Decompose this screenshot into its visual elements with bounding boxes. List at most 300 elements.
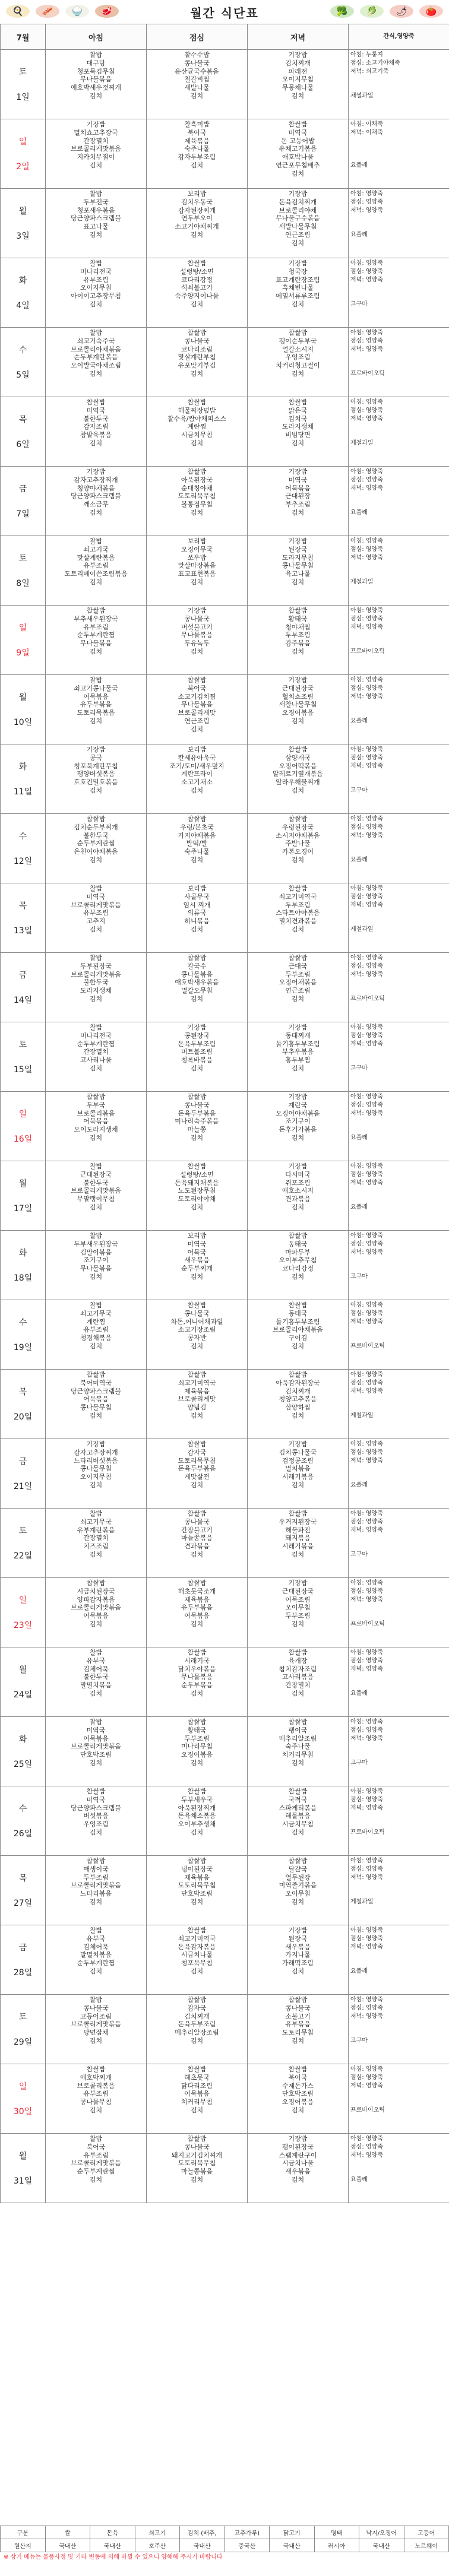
snack-item: [350, 917, 449, 926]
menu-item: 김치: [89, 230, 103, 239]
menu-item: 도라지생채: [282, 423, 314, 431]
menu-item: 콩나물볶음: [181, 970, 213, 978]
day-label: 9일: [16, 648, 30, 658]
snack-item: [350, 362, 449, 370]
menu-item: 가지야채볶음: [178, 831, 216, 839]
menu-item: 근대된장국: [80, 1170, 112, 1178]
snack-item: 제철과일: [350, 439, 374, 446]
menu-item: 찰밥: [89, 885, 103, 892]
menu-item: 지카치무절이: [77, 153, 115, 161]
menu-item: 찹쌀밥: [187, 1857, 207, 1865]
menu-item: 감자두부조림: [178, 153, 216, 161]
menu-item: 제육볶음: [184, 137, 210, 145]
day-label: 13일: [13, 926, 33, 936]
snack-item: 저녁: 영양죽: [350, 623, 383, 630]
menu-item: 오이발국야채조림: [70, 362, 121, 370]
food-icons-left: [6, 5, 119, 18]
snack-item: [350, 431, 449, 439]
menu-table: [0, 24, 449, 2203]
menu-item: 부추조림: [285, 500, 311, 509]
menu-item: 고사리나물: [80, 1056, 112, 1064]
menu-item: 미역국: [288, 128, 308, 137]
snack-item: [350, 1056, 449, 1064]
menu-item: 김치: [291, 1758, 305, 1767]
menu-item: 김치: [291, 994, 305, 1003]
menu-item: 유두부볶음: [80, 701, 112, 709]
snack-cell: [349, 1717, 449, 1786]
menu-item: 청야채찜: [285, 623, 311, 631]
day-row: [1, 1370, 449, 1439]
menu-item: 김치: [89, 647, 103, 655]
weekday-label: 토: [18, 68, 27, 77]
menu-item: 찰수육/쌈야채피소스: [167, 414, 227, 423]
menu-item: 돈육채소볶음: [178, 1812, 216, 1820]
menu-item: 브로콜리게맛볶음: [70, 1604, 121, 1612]
snack-item: [350, 1604, 449, 1612]
snack-item: 아침: 영양죽: [350, 1649, 383, 1656]
menu-item: 감자된장찌개: [178, 206, 216, 214]
snack-item: 아침: 영양죽: [350, 1858, 383, 1864]
menu-item: 김치찌개: [184, 2012, 210, 2020]
snack-item: [350, 1256, 449, 1265]
menu-item: 김치: [190, 725, 204, 733]
menu-item: 김치: [190, 1758, 204, 1767]
origin-cell: 고추가루): [224, 2526, 270, 2539]
snack-item: [350, 1395, 449, 1403]
menu-item: 김치: [89, 1620, 103, 1628]
menu-item: 찹쌀밥: [86, 1093, 106, 1101]
menu-item: 김치: [190, 1967, 204, 1975]
day-label: 14일: [13, 996, 33, 1005]
menu-item: 고추지: [86, 917, 106, 926]
snack-item: [350, 1187, 449, 1195]
menu-item: 찹쌀밥: [187, 1996, 207, 2004]
menu-item: 두부조림: [285, 901, 311, 909]
menu-item: 찰밥: [89, 954, 103, 962]
menu-item: 김치: [291, 1620, 305, 1628]
dinner-cell: [248, 883, 349, 953]
snack-item: 점심: 영양죽: [350, 1935, 383, 1942]
menu-item: 찹쌀밥: [288, 1510, 308, 1517]
breakfast-cell: [46, 1578, 147, 1647]
menu-item: 김말이볶음: [80, 1248, 112, 1256]
weekday-label: 일: [18, 1110, 27, 1119]
weekday-label: 수: [18, 346, 27, 355]
menu-item: 히니볶음: [184, 917, 210, 926]
menu-item: 어묵조림: [285, 1595, 311, 1604]
dinner-cell: [248, 744, 349, 814]
snack-item: 요플레: [350, 1134, 368, 1141]
menu-item: 시금치나물: [282, 2159, 314, 2168]
menu-item: 콩나물국: [184, 1101, 210, 1109]
breakfast-cell: [46, 536, 147, 606]
menu-item: 당면잡채: [83, 2029, 109, 2037]
menu-item: 깨소금무: [83, 500, 109, 509]
menu-item: 김치: [190, 508, 204, 517]
menu-item: 단호박조림: [282, 2090, 314, 2098]
menu-item: 김치: [190, 2036, 204, 2045]
snack-item: 제철과일: [350, 926, 374, 933]
origin-cell: 돈육: [90, 2526, 135, 2539]
menu-item: 알라우해물찌개: [276, 778, 320, 787]
menu-item: 김치: [89, 91, 103, 100]
menu-item: 표고표현볶음: [178, 570, 216, 578]
menu-item: 다시마국: [285, 1170, 311, 1178]
menu-item: 유채고기볶음: [279, 145, 317, 153]
menu-item: 찰밥: [89, 1162, 103, 1170]
menu-item: 멸치견과볶음: [279, 917, 317, 926]
day-row: [1, 1925, 449, 1995]
snack-item: 고구마: [350, 787, 368, 794]
menu-item: 브로콜리야채: [279, 206, 317, 214]
menu-item: 김치: [190, 439, 204, 447]
menu-item: 연두부오이: [181, 214, 213, 223]
menu-item: 소고기김치찜: [178, 692, 216, 701]
snack-item: 제철과일: [350, 578, 374, 585]
menu-item: 메추리알장조림: [175, 2029, 219, 2037]
menu-item: 김치: [190, 1550, 204, 1558]
snack-item: 아침: 누룽지: [350, 52, 383, 58]
menu-item: 황태국: [187, 1726, 207, 1734]
snack-cell: [349, 328, 449, 397]
menu-item: 김치: [89, 2175, 103, 2184]
menu-item: 김치: [190, 230, 204, 239]
menu-item: 육고나물: [285, 570, 311, 578]
menu-item: 김치: [291, 439, 305, 447]
menu-item: 찰밥: [89, 1301, 103, 1309]
day-label: 1일: [16, 93, 30, 102]
menu-item: 우엉조림: [285, 353, 311, 362]
menu-item: 김치: [89, 1897, 103, 1906]
snack-cell: [349, 744, 449, 814]
origin-cell: 국내산: [90, 2539, 135, 2552]
snack-item: [350, 1951, 449, 1959]
snack-item: 저녁: 영양죽: [350, 762, 383, 769]
lunch-cell: [147, 1647, 248, 1717]
menu-item: 김치: [89, 1758, 103, 1767]
menu-item: 애호소시지: [282, 1187, 314, 1195]
menu-item: 기장밥: [288, 190, 308, 198]
menu-item: 찰밥: [89, 537, 103, 545]
lunch-cell: [147, 1231, 248, 1300]
menu-item: 청포묵계란무침: [74, 762, 118, 770]
lunch-cell: [147, 1925, 248, 1995]
origin-cell: 중국산: [224, 2539, 270, 2552]
snack-item: 아침: 영양죽: [350, 955, 383, 961]
date-cell: [1, 1022, 46, 1092]
snack-item: 저녁: 영양죽: [350, 971, 383, 978]
menu-item: 김치: [89, 925, 103, 933]
menu-item: 두부새우된장국: [74, 1240, 118, 1248]
snack-item: 점심: 영양죽: [350, 1449, 383, 1456]
menu-item: 김치우동국: [181, 198, 213, 206]
rice-icon: 🍚: [65, 5, 89, 18]
lunch-cell: [147, 1370, 248, 1439]
menu-item: 미트볼조림: [181, 1048, 213, 1056]
snack-item: 점심: 영양죽: [350, 615, 383, 622]
menu-item: 국적국: [288, 1795, 308, 1804]
menu-item: 간장멸치: [83, 1534, 109, 1542]
menu-item: 임시 찌개: [183, 901, 211, 909]
menu-item: 콩자반: [187, 1334, 207, 1342]
date-cell: [1, 1717, 46, 1786]
day-row: [1, 189, 449, 258]
menu-item: 도토리묵볶음: [77, 709, 115, 717]
weekday-label: 일: [18, 1596, 27, 1605]
menu-item: 무나물볶음: [181, 1673, 213, 1681]
snack-item: 프로바이오틱: [350, 1342, 385, 1349]
menu-item: 김치: [190, 1620, 204, 1628]
menu-item: 참발육볶음: [80, 431, 112, 439]
weekday-label: 목: [18, 415, 27, 424]
menu-item: 근대된장국: [282, 1587, 314, 1595]
dinner-cell: [248, 1439, 349, 1509]
menu-item: 돌기홍두부조림: [276, 1317, 320, 1326]
snack-item: 프로바이오틱: [350, 1620, 385, 1627]
menu-item: 계란찜: [86, 1317, 106, 1326]
menu-item: 쇠고기국: [83, 545, 109, 553]
snack-item: 프로바이오틱: [350, 648, 385, 655]
snack-item: [350, 778, 449, 787]
menu-item: 도토리무침: [282, 2029, 314, 2037]
menu-item: 시래기볶음: [282, 1473, 314, 1481]
date-cell: [1, 1231, 46, 1300]
menu-item: 간장불고기: [181, 1526, 213, 1534]
menu-item: 찹쌀밥: [187, 259, 207, 267]
dinner-cell: [248, 2134, 349, 2203]
snack-item: 프로바이오틱: [350, 370, 385, 377]
menu-item: 돈육두부조림: [178, 1040, 216, 1048]
weekday-label: 목: [18, 1387, 27, 1397]
snack-item: 아침: 영양죽: [350, 1997, 383, 2003]
menu-item: 찰밥: [89, 1718, 103, 1726]
snack-item: 아침: 영양죽: [350, 1719, 383, 1725]
menu-item: 당근양파스크램블: [70, 1804, 121, 1812]
menu-item: 견과볶음: [184, 1542, 210, 1551]
snack-item: 아침: 영양죽: [350, 1302, 383, 1308]
menu-item: 청경채볶음: [80, 1334, 112, 1342]
date-cell: [1, 328, 46, 397]
dinner-cell: [248, 1647, 349, 1717]
menu-item: 김치: [291, 239, 305, 247]
origin-cell: 김치 (배추,: [180, 2526, 225, 2539]
dinner-cell: [248, 119, 349, 189]
day-row: [1, 1647, 449, 1717]
menu-item: 불한두국: [83, 1673, 109, 1681]
menu-item: 코다리조림: [181, 345, 213, 353]
menu-item: 의류국: [187, 909, 207, 917]
menu-item: 보리밥: [187, 190, 207, 198]
menu-item: 김치: [89, 1272, 103, 1281]
menu-item: 코다리강정: [282, 1265, 314, 1273]
menu-item: 두부국: [86, 1101, 106, 1109]
menu-item: 두부된장국: [80, 962, 112, 970]
origin-cell: 구분: [1, 2526, 46, 2539]
snack-item: 점심: 영양죽: [350, 1865, 383, 1872]
snack-item: 요플레: [350, 1967, 368, 1975]
menu-item: 양념김: [187, 1403, 207, 1412]
menu-item: 우거지된장국: [279, 1517, 317, 1526]
menu-item: 찰밥: [89, 1996, 103, 2004]
menu-item: 보리밥: [187, 746, 207, 753]
menu-item: 김치: [291, 1828, 305, 1836]
snack-item: 아침: 영양죽: [350, 1580, 383, 1586]
menu-item: 김치: [190, 2106, 204, 2114]
day-row: [1, 1092, 449, 1161]
menu-item: 연근조림: [285, 230, 311, 239]
snack-item: 점심: 영양죽: [350, 2074, 383, 2081]
day-label: 7일: [16, 509, 30, 519]
snack-item: 저녁: 영양죽: [350, 2152, 383, 2159]
menu-item: 브로콜리게맛: [178, 1395, 216, 1403]
weekday-label: 목: [18, 901, 27, 911]
origin-cell: 낙지/오징어: [359, 2526, 404, 2539]
menu-item: 혈치쇼조림: [282, 692, 314, 701]
menu-item: 보리밥: [187, 885, 207, 892]
menu-item: 도토리묵무침: [178, 492, 216, 500]
menu-item: 미역국: [187, 1240, 207, 1248]
menu-item: 찹쌀밥: [187, 2135, 207, 2143]
snack-item: 점심: 영양죽: [350, 893, 383, 900]
menu-item: 콩나물국: [184, 2143, 210, 2151]
snack-item: 점심: 영양죽: [350, 337, 383, 344]
header-snack: 간식,영양죽: [349, 24, 449, 50]
menu-item: 브로콜리볶음: [77, 2081, 115, 2090]
menu-item: 김치: [190, 1272, 204, 1281]
menu-item: 새우볶음: [285, 2168, 311, 2176]
menu-item: 부추새우된장국: [74, 614, 118, 623]
snack-item: 아침: 영양죽: [350, 260, 383, 267]
snack-cell: [349, 397, 449, 467]
menu-item: 애호박찌개: [80, 2073, 112, 2081]
menu-item: 멸갈오무침: [181, 987, 213, 995]
snack-item: 고구마: [350, 300, 368, 308]
menu-item: 냉이된장국: [181, 1865, 213, 1873]
menu-item: 브로콜리게맛볶음: [70, 901, 121, 909]
day-row: [1, 258, 449, 328]
menu-item: 김치: [291, 717, 305, 725]
menu-item: 오이무침: [285, 1890, 311, 1898]
snack-item: 아침: 영양죽: [350, 1232, 383, 1239]
menu-item: 김치: [190, 1342, 204, 1350]
breakfast-cell: [46, 953, 147, 1022]
menu-item: 미나리전국: [80, 1031, 112, 1040]
weekday-label: 금: [18, 971, 27, 980]
date-cell: [1, 258, 46, 328]
day-label: 20일: [13, 1412, 33, 1422]
menu-item: 찰수수밥: [184, 51, 210, 59]
menu-item: 보리밥: [187, 1232, 207, 1240]
breakfast-cell: [46, 606, 147, 675]
snack-item: [350, 1195, 449, 1203]
day-label: 12일: [13, 857, 33, 866]
menu-item: 콩나물무침: [80, 1403, 112, 1412]
menu-item: 치커리무침: [181, 2098, 213, 2106]
menu-item: 기장밥: [288, 537, 308, 545]
day-label: 8일: [16, 579, 30, 588]
menu-item: 어묵볶음: [83, 1612, 109, 1620]
snack-item: [350, 562, 449, 570]
snack-item: 저녁: 영양죽: [350, 1804, 383, 1811]
menu-item: 미역국: [288, 476, 308, 484]
dinner-cell: [248, 1925, 349, 1995]
date-cell: [1, 50, 46, 119]
snack-cell: [349, 536, 449, 606]
pepper-icon: 🌶: [390, 5, 413, 18]
menu-item: 김치: [291, 1203, 305, 1211]
menu-item: 당근양파스크램블: [70, 214, 121, 223]
menu-item: 기장밥: [187, 1024, 207, 1031]
breakfast-cell: [46, 1300, 147, 1370]
weekday-label: 화: [18, 762, 27, 772]
date-cell: [1, 536, 46, 606]
origin-cell: 국내산: [359, 2539, 404, 2552]
menu-item: 김치: [291, 1689, 305, 1697]
weekday-label: 월: [18, 1665, 27, 1675]
weekday-label: 월: [18, 693, 27, 702]
menu-item: 메밀서류류조림: [276, 292, 320, 300]
menu-item: 찹쌀밥: [187, 676, 207, 684]
menu-item: 코다리강정: [181, 275, 213, 284]
menu-item: 김치: [190, 994, 204, 1003]
menu-item: 김치: [190, 369, 204, 378]
menu-item: 수제돈가스: [282, 2081, 314, 2090]
dinner-cell: [248, 1370, 349, 1439]
menu-item: 오징어떡볶음: [279, 762, 317, 770]
lunch-cell: [147, 119, 248, 189]
menu-item: 단호박조림: [80, 1751, 112, 1759]
snack-cell: [349, 1786, 449, 1856]
menu-item: 된장국: [288, 1934, 308, 1943]
menu-item: 설렁탕/소면: [180, 267, 214, 275]
snack-cell: [349, 2064, 449, 2134]
menu-item: 콩나물국: [184, 614, 210, 623]
page-title: 월간 식단표: [190, 6, 259, 20]
menu-item: 찰밥: [89, 1649, 103, 1656]
snack-item: 요플레: [350, 1203, 368, 1211]
menu-item: 순두부계란찜: [77, 1040, 115, 1048]
menu-item: 새우볶음: [285, 1943, 311, 1951]
menu-item: 멸치볶음: [285, 1465, 311, 1473]
menu-item: 두부전국: [83, 198, 109, 206]
snack-cell: [349, 1022, 449, 1092]
date-cell: [1, 606, 46, 675]
menu-item: 아이이고추장무침: [70, 292, 121, 300]
weekday-label: 토: [18, 1040, 27, 1050]
menu-item: 새찰나물무침: [279, 701, 317, 709]
menu-item: 브로콜리게맛볶음: [70, 1742, 121, 1751]
menu-item: 김치: [190, 300, 204, 308]
menu-item: 무나물구수볶음: [276, 214, 320, 223]
menu-item: 쥐포조림: [285, 1178, 311, 1187]
day-label: 15일: [13, 1065, 33, 1075]
snack-item: 프로바이오틱: [350, 995, 385, 1002]
menu-item: 오징어채볶음: [279, 978, 317, 987]
menu-item: 돼지볶음: [285, 1534, 311, 1542]
dinner-cell: [248, 1856, 349, 1925]
snack-item: 저녁: 영양죽: [350, 484, 383, 492]
menu-item: 오징어볶음: [282, 709, 314, 717]
snack-item: [350, 570, 449, 578]
menu-item: 찹쌀밥: [288, 885, 308, 892]
snack-item: 점심: 영양죽: [350, 1310, 383, 1317]
menu-item: 어묵국: [187, 1248, 207, 1256]
menu-item: 찹쌀밥: [187, 1510, 207, 1517]
menu-item: 유부조림: [83, 275, 109, 284]
snack-item: 저녁: 영양죽: [350, 1596, 383, 1603]
menu-item: 찹쌀밥: [187, 398, 207, 406]
menu-item: 버섯볶음: [83, 1812, 109, 1820]
